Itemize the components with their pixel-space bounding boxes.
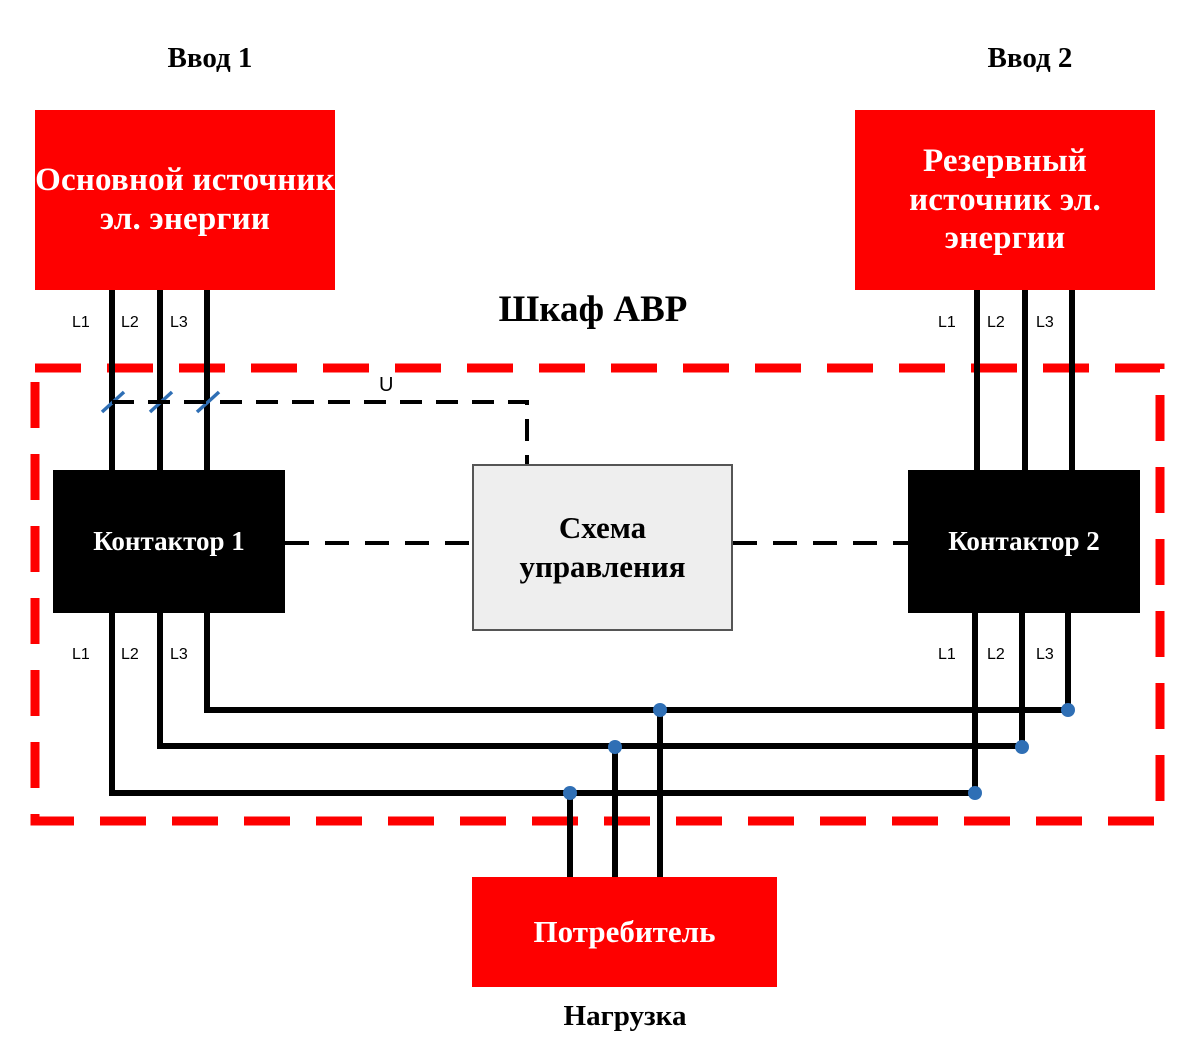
phase-label-right-top-l1: L1 [938,314,956,331]
main-source-block[interactable]: Основной источник эл. энергии [35,110,335,290]
phase-label-left-top-l2: L2 [121,314,139,331]
contactor-2-block[interactable]: Контактор 2 [908,470,1140,613]
measurement-signal-line [112,402,527,468]
phase-label-left-top-l3: L3 [170,314,188,331]
left-output-bus [112,613,1068,793]
input-1-caption: Ввод 1 [167,42,253,74]
phase-label-left-top-l1: L1 [72,314,90,331]
load-caption: Нагрузка [563,1000,687,1032]
contactor-1-block[interactable]: Контактор 1 [53,470,285,613]
phase-label-left-bottom-l3: L3 [170,646,188,663]
load-block[interactable]: Потребитель [472,877,777,987]
cabinet-caption: Шкаф АВР [498,289,688,330]
junction-nodes [563,703,1075,800]
phase-label-left-bottom-l1: L1 [72,646,90,663]
control-circuit-block[interactable]: Схема управления [472,464,733,631]
phase-label-right-bottom-l2: L2 [987,646,1005,663]
phase-label-left-bottom-l2: L2 [121,646,139,663]
phase-label-right-bottom-l3: L3 [1036,646,1054,663]
phase-label-right-top-l3: L3 [1036,314,1054,331]
phase-label-right-bottom-l1: L1 [938,646,956,663]
right-output-bus [975,613,1068,793]
input-2-caption: Ввод 2 [987,42,1073,74]
voltage-signal-label: U [379,374,394,396]
reserve-source-block[interactable]: Резервный источник эл. энергии [855,110,1155,290]
phase-label-right-top-l2: L2 [987,314,1005,331]
